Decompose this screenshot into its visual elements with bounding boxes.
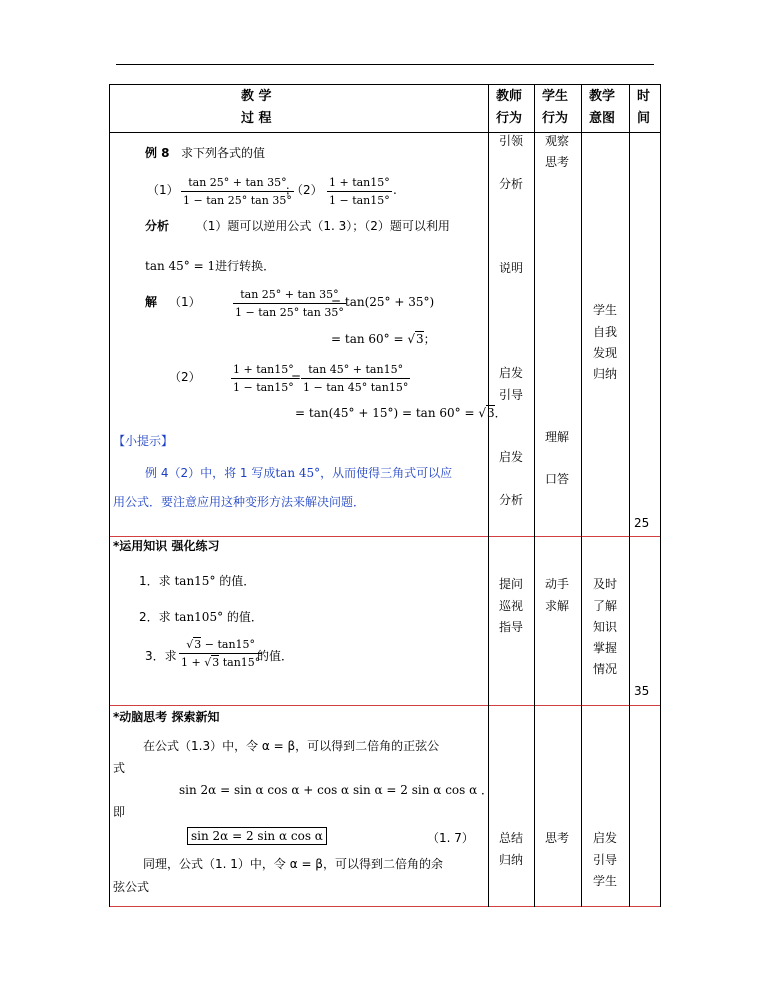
row3-intent-3: 学生	[592, 874, 617, 888]
solution2-line2-text: = tan(45° + 15°) = tan 60° =	[295, 406, 475, 420]
header-divider	[109, 132, 661, 133]
boxed-formula: sin 2α = 2 sin α cos α	[187, 827, 327, 845]
question-3-den-rest: tan15°	[219, 656, 261, 669]
question-1	[139, 575, 255, 587]
row3-title: *动脑思考 探索新知	[113, 710, 220, 724]
row1-time: 25	[634, 516, 650, 530]
analysis-text: （1）题可以逆用公式（1. 3）；（2）题可以利用	[195, 219, 450, 233]
separator: ；（2）	[285, 183, 323, 197]
period: .	[393, 183, 397, 197]
tip-line-2: 用公式．要注意应用这种变形方法来解决问题．	[113, 495, 366, 509]
solution2-root: 3	[486, 406, 495, 420]
question-3-numerator: √3 − tan15°	[186, 638, 256, 651]
ji-label: 即	[113, 805, 126, 819]
formula-1: sin 2α = sin α cos α + cos α sin α = 2 sin α cos α	[179, 783, 478, 797]
part1-label: （1）	[147, 183, 179, 197]
row1-intent-2: 自我	[592, 325, 617, 339]
solution-fraction-numerator: tan 25° + tan 35°	[240, 288, 339, 301]
header-student-line1: 学生	[542, 89, 569, 104]
example-heading	[145, 147, 265, 159]
row3-student-1: 思考	[544, 831, 569, 845]
col-divider-2	[534, 84, 535, 907]
header-intent-line1: 教学	[589, 89, 616, 104]
row1-divider	[109, 536, 661, 537]
question-3-den-a: 1 +	[181, 656, 201, 669]
row2-teacher-1: 提问	[498, 577, 523, 591]
row2-teacher-3: 指导	[498, 620, 523, 634]
header-time-line1: 时	[637, 89, 651, 104]
question-2-label: 2．求	[139, 610, 171, 624]
lesson-table	[109, 84, 661, 907]
row1-student-4: 口答	[544, 472, 569, 486]
question-3-fraction	[179, 638, 262, 669]
row2-intent-1: 及时	[592, 577, 617, 591]
row1-intent-3: 发现	[592, 346, 617, 360]
row2-student-1: 动手	[544, 577, 569, 591]
formula-number: （1. 7）	[427, 831, 474, 845]
tip-line-1b: ，从而使得三角式可以应	[320, 466, 453, 480]
row1-teacher-6: 启发	[498, 450, 523, 464]
question-1-label: 1．求	[139, 574, 171, 588]
question-3-den-root: 3	[212, 656, 220, 669]
solution2-fraction-2-denominator: 1 − tan 45° tan15°	[301, 378, 410, 394]
row2-time: 35	[634, 684, 650, 698]
fraction-2-numerator: 1 + tan15°	[329, 176, 390, 189]
question-2-end: 的值．	[226, 610, 263, 624]
col-divider-4	[629, 84, 630, 907]
question-3-num-root: 3	[194, 638, 202, 651]
solution-eq2: = tan 60° = √3；	[331, 332, 436, 346]
solution2-fraction-1	[231, 363, 296, 394]
solution2-end: ．	[494, 406, 507, 420]
formula-1-end: ．	[481, 783, 494, 797]
solution-eq2-text: = tan 60° =	[331, 332, 404, 346]
solution2-fraction-2	[301, 363, 410, 394]
solution-label: 解	[145, 295, 158, 309]
row1-student-2: 思考	[544, 155, 569, 169]
row2-intent-4: 掌握	[592, 641, 617, 655]
solution2-equals: =	[291, 370, 302, 384]
analysis-line	[145, 220, 450, 232]
row1-teacher-1: 引领	[498, 134, 523, 148]
table-bottom-border	[109, 906, 661, 907]
row2-student-2: 求解	[544, 599, 569, 613]
col-divider-3	[581, 84, 582, 907]
double-angle-derivation	[179, 784, 493, 796]
solution2-line2: = tan(45° + 15°) = tan 60° = √3．	[295, 406, 507, 420]
row1-student-1: 观察	[544, 134, 569, 148]
analysis-text-2: 进行转换．	[215, 259, 276, 273]
header-col1-line1: 教 学	[241, 89, 272, 104]
fraction-1	[181, 176, 294, 207]
question-3-denominator: 1 + √3 tan15°	[179, 653, 262, 669]
header-intent-line2: 意图	[589, 111, 616, 126]
row3-line-1: 在公式（1.3）中，令 α = β，可以得到二倍角的正弦公	[143, 739, 440, 753]
fraction-1-denominator: 1 − tan 25° tan 35°	[181, 191, 294, 207]
boxed-formula-wrap	[187, 830, 327, 842]
row2-intent-2: 了解	[592, 599, 617, 613]
header-teacher-line1: 教师	[496, 89, 523, 104]
fraction-1-numerator: tan 25° + tan 35°	[188, 176, 287, 189]
analysis-label: 分析	[145, 219, 170, 233]
table-right-border	[660, 84, 661, 907]
question-3-label: 3．求	[145, 649, 177, 663]
solution2-fraction-1-denominator: 1 − tan15°	[231, 378, 296, 394]
analysis-line-2	[145, 260, 275, 272]
table-top-border	[109, 84, 661, 85]
question-3-num-rest: − tan15°	[201, 638, 256, 651]
question-2-formula: tan105°	[174, 610, 224, 624]
row2-divider	[109, 705, 661, 706]
row1-student-3: 理解	[544, 430, 569, 444]
fraction-2	[327, 176, 392, 207]
solution-eq2-root: 3	[416, 332, 424, 346]
row1-intent-4: 归纳	[592, 367, 617, 381]
solution-eq1: = tan(25° + 35°)	[331, 295, 435, 309]
row1-teacher-4: 启发	[498, 366, 523, 380]
row1-teacher-5: 引导	[498, 388, 523, 402]
row2-intent-3: 知识	[592, 620, 617, 634]
row3-line-2b: 弦公式	[113, 880, 150, 894]
solution-part2: （2）	[169, 370, 201, 384]
top-rule	[116, 64, 654, 65]
row3-teacher-2: 归纳	[498, 853, 523, 867]
question-3-end: 的值．	[257, 649, 294, 663]
solution-eq2-end: ；	[423, 332, 436, 346]
tip-label: 【小提示】	[113, 434, 174, 448]
row3-teacher-1: 总结	[498, 831, 523, 845]
solution-fraction-denominator: 1 − tan 25° tan 35°	[233, 303, 346, 319]
header-student-line2: 行为	[542, 111, 569, 126]
example-text: 求下列各式的值	[180, 146, 265, 160]
header-time-line2: 间	[637, 111, 651, 126]
header-col1-line2: 过 程	[241, 111, 272, 126]
question-1-end: 的值．	[219, 574, 256, 588]
table-left-border	[109, 84, 110, 907]
tip-line-1a: 例 4（2）中，将 1 写成	[145, 466, 276, 480]
tip-formula: tan 45°	[275, 466, 321, 480]
solution2-fraction-2-numerator: tan 45° + tan15°	[308, 363, 404, 376]
row3-intent-2: 引导	[592, 853, 617, 867]
row1-intent-1: 学生	[592, 303, 617, 317]
tip-line-1	[145, 467, 452, 479]
row2-title: *运用知识 强化练习	[113, 539, 220, 553]
question-1-formula: tan15°	[174, 574, 216, 588]
solution2-fraction-1-numerator: 1 + tan15°	[233, 363, 294, 376]
row3-line-1b: 式	[113, 761, 126, 775]
solution-part1: （1）	[169, 295, 201, 309]
row1-teacher-2: 分析	[498, 177, 523, 191]
example-label: 例 8	[145, 146, 170, 160]
row3-line-2: 同理，公式（1. 1）中，令 α = β，可以得到二倍角的余	[143, 857, 443, 871]
row2-teacher-2: 巡视	[498, 599, 523, 613]
header-teacher-line2: 行为	[496, 111, 523, 126]
analysis-formula: tan 45° = 1	[145, 259, 216, 273]
fraction-2-denominator: 1 − tan15°	[327, 191, 392, 207]
row2-intent-5: 情况	[592, 662, 617, 676]
question-2	[139, 611, 263, 623]
solution-fraction	[233, 288, 346, 319]
row1-teacher-3: 说明	[498, 261, 523, 275]
row1-teacher-7: 分析	[498, 493, 523, 507]
row3-intent-1: 启发	[592, 831, 617, 845]
